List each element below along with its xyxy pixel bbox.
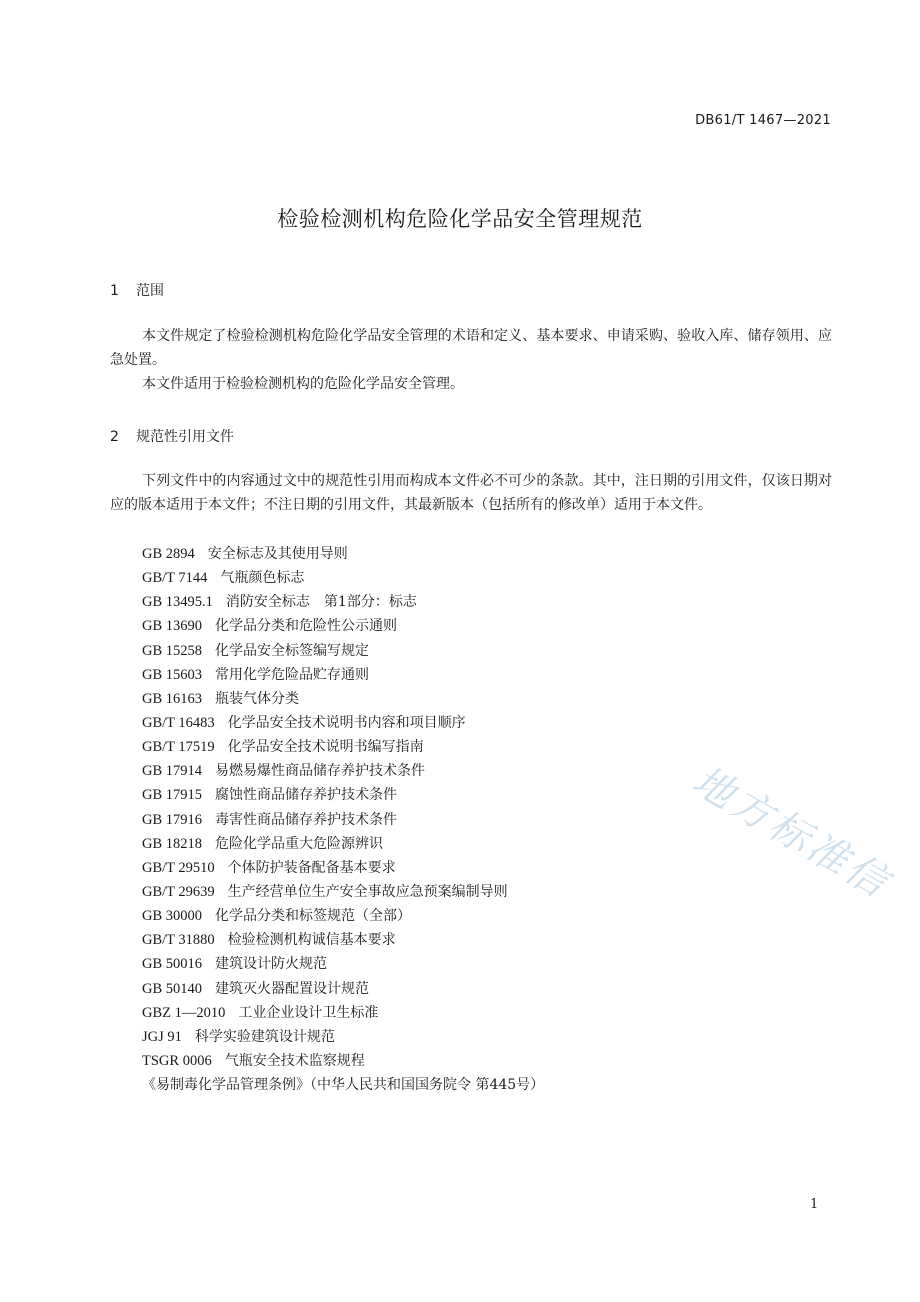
reference-title: 气瓶安全技术监察规程 (224, 1052, 365, 1069)
section-1-number: 1 (110, 283, 119, 299)
reference-title: 腐蚀性商品储存养护技术条件 (215, 787, 398, 804)
reference-code: GB/T 16483 (142, 714, 215, 731)
reference-item (142, 1025, 544, 1049)
document-title: 检验检测机构危险化学品安全管理规范 (277, 207, 643, 231)
section-1-paragraph-1: 本文件规定了检验检测机构危险化学品安全管理的术语和定义、基本要求、申请采购、验收入库、储存领用、应急处置。 (110, 328, 832, 368)
watermark: 地方标准信 (684, 757, 899, 908)
reference-title: 化学品分类和标签规范（全部） (215, 908, 412, 925)
reference-title: 化学品分类和危险性公示通则 (215, 618, 398, 635)
reference-item (142, 1073, 544, 1097)
reference-item (142, 928, 544, 952)
reference-title: 毒害性商品储存养护技术条件 (215, 811, 398, 828)
reference-code: JGJ 91 (142, 1028, 182, 1045)
reference-title: 《易制毒化学品管理条例》（中华人民共和国国务院令 第445号） (142, 1077, 545, 1094)
reference-item (142, 735, 544, 759)
reference-title: 工业企业设计卫生标准 (238, 1004, 379, 1021)
reference-code: GB/T 29510 (142, 859, 215, 876)
reference-code: GB 17916 (142, 811, 203, 828)
reference-title: 安全标志及其使用导则 (207, 546, 348, 562)
reference-code: GB 17914 (142, 763, 203, 780)
reference-item (142, 880, 544, 904)
reference-item (142, 904, 544, 928)
reference-item (142, 566, 544, 590)
reference-title: 常用化学危险品贮存通则 (215, 666, 370, 683)
reference-title: 瓶装气体分类 (215, 690, 300, 707)
normative-reference-list (142, 542, 544, 1097)
reference-item (142, 663, 544, 687)
reference-code: TSGR 0006 (142, 1052, 212, 1069)
reference-title: 化学品安全技术说明书编写指南 (227, 739, 424, 756)
reference-title: 化学品安全标签编写规定 (215, 642, 370, 659)
standard-code-header: DB61/T 1467—2021 (695, 113, 831, 128)
reference-item (142, 808, 544, 832)
reference-item (142, 856, 544, 880)
reference-code: GB/T 31880 (142, 932, 215, 949)
reference-title: 气瓶颜色标志 (220, 570, 305, 587)
reference-title: 危险化学品重大危险源辨识 (215, 835, 384, 852)
reference-code: GB 2894 (142, 546, 195, 562)
reference-item (142, 759, 544, 783)
reference-item (142, 687, 544, 711)
reference-title: 个体防护装备配备基本要求 (227, 859, 396, 876)
reference-item (142, 590, 544, 614)
reference-item (142, 639, 544, 663)
reference-code: GB 50016 (142, 956, 203, 973)
section-2-number: 2 (110, 429, 119, 445)
reference-code: GB 13495.1 (142, 594, 213, 611)
section-2-title: 规范性引用文件 (136, 429, 234, 445)
reference-code: GB 18218 (142, 835, 203, 852)
reference-code: GB 13690 (142, 618, 203, 635)
reference-code: GB 17915 (142, 787, 203, 804)
reference-title: 生产经营单位生产安全事故应急预案编制导则 (227, 883, 508, 900)
reference-item (142, 614, 544, 638)
section-1-title: 范围 (136, 283, 164, 299)
reference-item (142, 977, 544, 1001)
reference-title: 化学品安全技术说明书内容和项目顺序 (227, 714, 466, 731)
reference-code: GB 16163 (142, 690, 203, 707)
reference-title: 建筑灭火器配置设计规范 (215, 980, 370, 997)
reference-title: 消防安全标志 第1部分：标志 (225, 594, 417, 611)
reference-code: GB 15258 (142, 642, 203, 659)
reference-item (142, 1049, 544, 1073)
reference-code: GB 50140 (142, 980, 203, 997)
section-1-paragraph-2: 本文件适用于检验检测机构的危险化学品安全管理。 (142, 376, 464, 392)
reference-title: 科学实验建筑设计规范 (194, 1028, 335, 1045)
reference-code: GB/T 17519 (142, 739, 215, 756)
section-2-heading (110, 426, 234, 446)
reference-item (142, 832, 544, 856)
section-1-heading (110, 280, 164, 300)
reference-code: GBZ 1—2010 (142, 1004, 226, 1021)
reference-item (142, 783, 544, 807)
page-number: 1 (810, 1197, 819, 1212)
reference-item (142, 711, 544, 735)
reference-code: GB 30000 (142, 908, 203, 925)
reference-title: 建筑设计防火规范 (215, 956, 328, 973)
section-2-paragraph-1: 下列文件中的内容通过文中的规范性引用而构成本文件必不可少的条款。其中，注日期的引用文件，仅该日期对应的版本适用于本文件；不注日期的引用文件，其最新版本（包括所有的修改单）适用于本文件。 (110, 473, 832, 513)
reference-item (142, 952, 544, 976)
reference-code: GB 15603 (142, 666, 203, 683)
reference-item (142, 1001, 544, 1025)
reference-code: GB/T 29639 (142, 883, 215, 900)
reference-code: GB/T 7144 (142, 570, 208, 587)
reference-title: 易燃易爆性商品储存养护技术条件 (215, 763, 426, 780)
reference-title: 检验检测机构诚信基本要求 (227, 932, 396, 949)
reference-item (142, 542, 544, 566)
